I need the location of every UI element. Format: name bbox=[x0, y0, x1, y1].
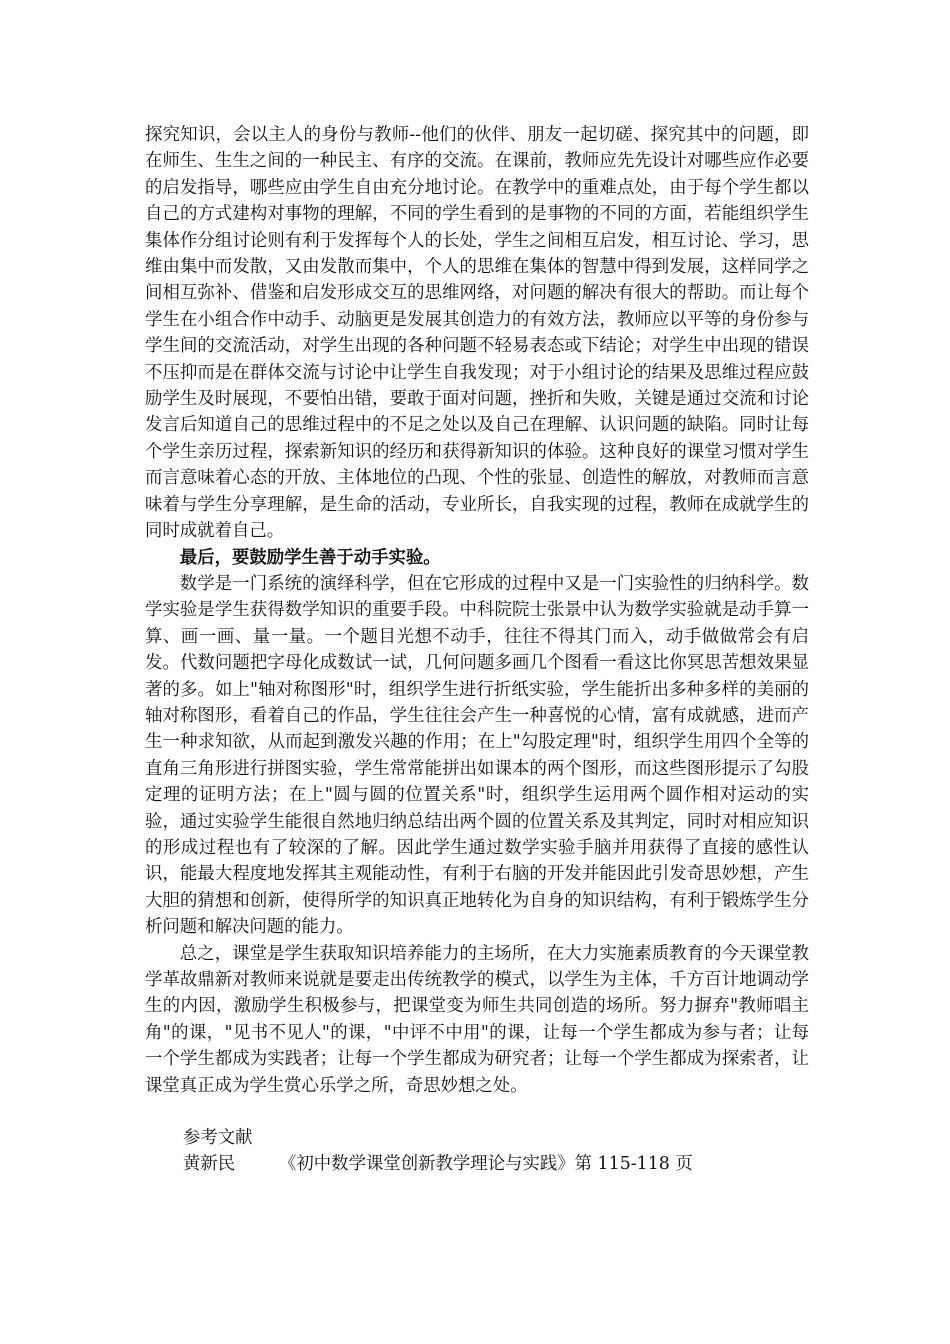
references-title: 参考文献 bbox=[183, 1128, 253, 1149]
body-paragraph-2: 数学是一门系统的演绎科学，但在它形成的过程中又是一门实验性的归纳科学。数学实验是学生获得数学知识的重要手段。中科院院士张景中认为数学实验就是动手算一算、画一画、量一量。一个题目光想不动手，往往不得其门而入，动手做做常会有启发。代数问题把字母化成数试一试，几何问题多画几个图看一看这比你冥思苦想效果显著的多。如上"轴对称图形"时，组织学生进行折纸实验，学生能折出多种多样的美丽的轴对称图形，看着自己的作品，学生往往会产生一种喜悦的心情，富有成就感，进而产生一种求知欲，从而起到激发兴趣的作用；在上"勾股定理"时，组织学生用四个全等的直角三角形进行拼图实验，学生常常能拼出如课本的两个图形，而这些图形提示了勾股定理的证明方法；在上"圆与圆的位置关系"时，组织学生运用两个圆作相对运动的实验，通过实验学生能很自然地归纳总结出两个圆的位置关系及其判定，同时对相应知识的形成过程也有了较深的了解。因此学生通过数学实验手脑并用获得了直接的感性认识，能最大程度地发挥其主观能动性，有利于右脑的开发并能因此引发奇思妙想，产生大胆的猜想和创新，使得所学的知识真正地转化为自身的知识结构，有利于锻炼学生分析问题和解决问题的能力。 bbox=[145, 573, 809, 938]
reference-item bbox=[145, 1151, 809, 1177]
body-paragraph-1: 探究知识，会以主人的身份与教师--他们的伙伴、朋友一起切磋、探究其中的问题，即在师生、生生之间的一种民主、有序的交流。在课前，教师应先先设计对哪些应作必要的启发指导，哪些应由学生自由充分地讨论。在教学中的重难点处，由于每个学生都以自己的方式建构对事物的理解，不同的学生看到的是事物的不同的方面，若能组织学生集体作分组讨论则有利于发挥每个人的长处，学生之间相互启发，相互讨论、学习，思维由集中而发散，又由发散而集中，个人的思维在集体的智慧中得到发展，这样同学之间相互弥补、借鉴和启发形成交互的思维网络，对问题的解决有很大的帮助。而让每个学生在小组合作中动手、动脑更是发展其创造力的有效方法，教师应以平等的身份参与学生间的交流活动，对学生出现的各种问题不轻易表态或下结论；对学生中出现的错误不压抑而是在群体交流与讨论中让学生自我发现；对于小组讨论的结果及思维过程应鼓励学生及时展现，不要怕出错，要敢于面对问题，挫折和失败，关键是通过交流和讨论发言后知道自己的思维过程中的不足之处以及自己在理解、认识问题的缺陷。同时让每个学生亲历过程，探索新知识的经历和获得新知识的体验。这种良好的课堂习惯对学生而言意味着心态的开放、主体地位的凸现、个性的张显、创造性的解放，对教师而言意味着与学生分享理解，是生命的活动，专业所长，自我实现的过程，教师在成就学生的同时成就着自己。 bbox=[145, 125, 809, 542]
section-heading: 最后，要鼓励学生善于动手实验。 bbox=[179, 547, 441, 568]
reference-work: 《初中数学课堂创新教学理论与实践》第 115-118 页 bbox=[279, 1154, 693, 1175]
reference-author: 黄新民 bbox=[183, 1154, 236, 1175]
body-paragraph-3: 总之，课堂是学生获取知识培养能力的主场所，在大力实施素质教育的今天课堂教学革故鼎新对教师来说就是要走出传统教学的模式，以学生为主体，千方百计地调动学生的内因，激励学生积极参与，把课堂变为师生共同创造的场所。努力摒弃"教师唱主角"的课，"见书不见人"的课，"中评不中用"的课，让每一个学生都成为参与者；让每一个学生都成为实践者；让每一个学生都成为研究者；让每一个学生都成为探索者，让课堂真正成为学生赏心乐学之所，奇思妙想之处。 bbox=[145, 943, 809, 1096]
section-spacer bbox=[145, 1099, 809, 1125]
document-page bbox=[145, 122, 809, 1178]
